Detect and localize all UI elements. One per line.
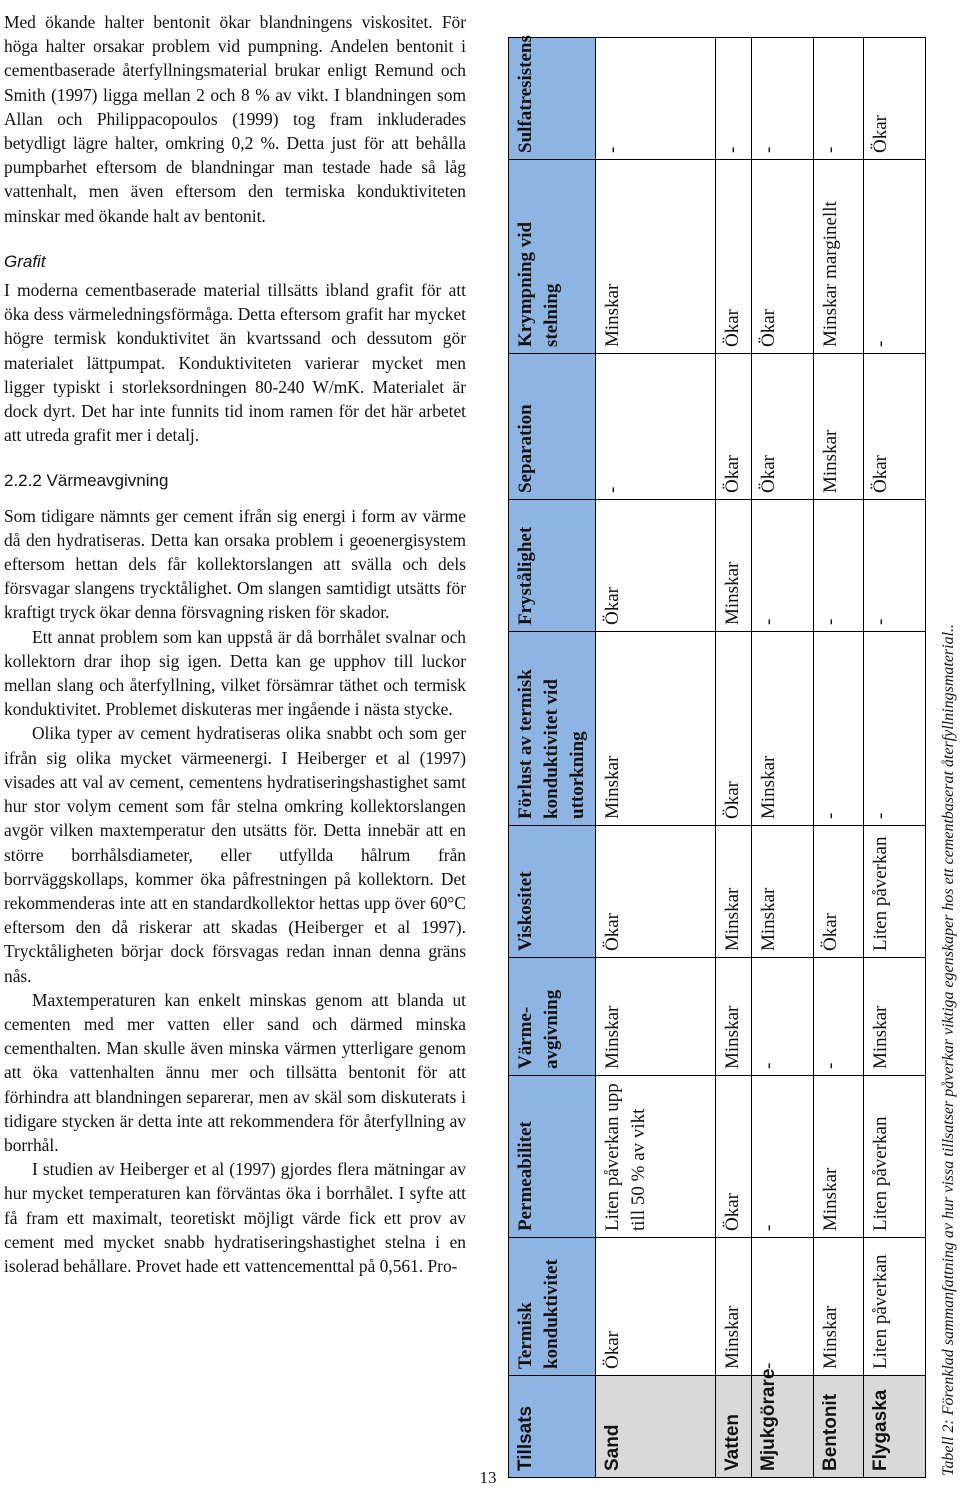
row-header: Flygaska bbox=[864, 1376, 926, 1478]
table-cell: Minskar marginellt bbox=[814, 160, 864, 354]
column-header: Tillsats bbox=[509, 1376, 596, 1478]
table-cell: Minskar bbox=[752, 826, 814, 958]
table-cell: Liten påverkan bbox=[864, 1076, 926, 1238]
table-cell: - bbox=[814, 632, 864, 826]
table-row bbox=[864, 38, 926, 1478]
table-row bbox=[752, 38, 814, 1478]
table-cell: - bbox=[752, 500, 814, 632]
table-cell: Ökar bbox=[716, 354, 752, 500]
table-cell: Ökar bbox=[752, 160, 814, 354]
column-header: Förlust av termisk konduktivitet vid uttorkning bbox=[509, 632, 596, 826]
table-cell: Minskar bbox=[596, 160, 716, 354]
paragraph-maxtemperatur: Maxtemperaturen kan enkelt minskas genom att blanda ut cementen med mer vatten eller sand och därmed minska cementhalten. Man skulle även minska värmen ytterligare genom att öka vattenhalten ännu mer och tillsätta bentonit för att förhindra att blandningen separerar, men av skäl som diskuterats i tidigare stycken är detta inte att rekommendera för återfyllning av borrhål. bbox=[4, 989, 466, 1155]
rotated-table-region bbox=[508, 8, 960, 1478]
table-cell: - bbox=[814, 958, 864, 1076]
table-row bbox=[814, 38, 864, 1478]
column-header: Viskositet bbox=[509, 826, 596, 958]
paragraph-bentonite: Med ökande halter bentonit ökar blandningens viskositet. För höga halter orsakar problem vid pumpning. Andelen bentonit i cementbaserade återfyllningsmaterial brukar enligt Remund och Smith (1997) ligga mellan 2 och 8 % av vikt. I blandningen som Allan och Philippacopoulos (1999) tog fram inkluderades betydligt lägre halter, omkring 0,2 %. Detta just för att behålla pumpbarhet eftersom de blandningar man testade hade så låg vattenhalt, men även eftersom den termiska konduktiviteten minskar med ökande halt av bentonit. bbox=[4, 12, 466, 226]
table-cell: Ökar bbox=[814, 826, 864, 958]
table-cell: - bbox=[752, 958, 814, 1076]
table-cell: Ökar bbox=[716, 160, 752, 354]
table-cell: Liten påverkan bbox=[864, 826, 926, 958]
table-cell: - bbox=[864, 500, 926, 632]
table-cell: Minskar bbox=[752, 632, 814, 826]
column-header: Sulfatresistens bbox=[509, 38, 596, 160]
paragraph-svalnar: Ett annat problem som kan uppstå är då borrhålet svalnar och kollektorn drar ihop sig igen. Detta kan ge upphov till luckor mellan slang och återfyllning, vilket försämrar täthet och termisk konduktivitet. Problemet diskuteras mer ingående i nästa stycke. bbox=[4, 626, 466, 720]
table-cell: Liten påverkan bbox=[864, 1238, 926, 1376]
table-row bbox=[716, 38, 752, 1478]
table-cell: - bbox=[752, 1238, 814, 1376]
column-header: Krympning vid stelning bbox=[509, 160, 596, 354]
table-cell: Minskar bbox=[716, 1238, 752, 1376]
body-text-column bbox=[4, 10, 466, 1278]
table-cell: - bbox=[596, 38, 716, 160]
row-header: Vatten bbox=[716, 1376, 752, 1478]
table-caption: Tabell 2: Förenklad sammanfattning av hur vissa tillsatser påverkar viktiga egenskaper hos ett cementbaserat återfyllningsmaterial.. bbox=[940, 623, 957, 1476]
table-cell: Minskar bbox=[716, 826, 752, 958]
column-header: Värme-avgivning bbox=[509, 958, 596, 1076]
additive-properties-table bbox=[508, 37, 926, 1478]
table-cell: - bbox=[596, 354, 716, 500]
section-heading-varmeavgivning: 2.2.2 Värmeavgivning bbox=[4, 471, 169, 491]
table-cell: - bbox=[752, 38, 814, 160]
table-cell: Minskar bbox=[864, 958, 926, 1076]
paragraph-cementtyper: Olika typer av cement hydratiseras olika snabbt och som ger ifrån sig olika mycket värmeenergi. I Heiberger et al (1997) visades att val av cement, cementens hydratiseringshastighet samt hur stor volym cement som får stelna omkring kollektorslangen avgör vilken maxtemperatur den utsätts för. Detta innebär att en större borrhålsdiameter, eller utfyllda hålrum från borrväggskollaps, kommer öka påfrestningen på kollektorn. Det rekommenderas inte att en standardkollektor hettas upp över 60°C eftersom den då riskerar att skadas (Heiberger et al 1997). Trycktåligheten börjar dock försvagas redan innan denna gräns nås. bbox=[4, 723, 466, 986]
column-header: Separation bbox=[509, 354, 596, 500]
table-cell: - bbox=[716, 38, 752, 160]
column-header: Frystålighet bbox=[509, 500, 596, 632]
row-header: Bentonit bbox=[814, 1376, 864, 1478]
table-cell: Minskar bbox=[596, 632, 716, 826]
table-header-row bbox=[509, 38, 596, 1478]
table-cell: Ökar bbox=[716, 1076, 752, 1238]
subheading-grafit: Grafit bbox=[4, 251, 46, 271]
column-header: Permeabilitet bbox=[509, 1076, 596, 1238]
paragraph-heiberger-study: I studien av Heiberger et al (1997) gjordes flera mätningar av hur mycket temperaturen kan förväntas öka i borrhålet. I syfte att få fram ett maximalt, teoretiskt möjligt värde fick ett prov av cement med mycket snabb hydratiseringshastighet stelna i en isolerad behållare. Provet hade ett vattencementtal på 0,561. Pro- bbox=[4, 1159, 466, 1276]
table-cell: Ökar bbox=[596, 826, 716, 958]
table-row bbox=[596, 38, 716, 1478]
table-cell: - bbox=[814, 38, 864, 160]
table-cell: Minskar bbox=[814, 354, 864, 500]
table-cell: Liten påverkan upp till 50 % av vikt bbox=[596, 1076, 716, 1238]
table-cell: Ökar bbox=[864, 38, 926, 160]
table-cell: - bbox=[814, 500, 864, 632]
paragraph-varme-intro: Som tidigare nämnts ger cement ifrån sig energi i form av värme då den hydratiseras. Detta kan orsaka problem i geoenergisystem eftersom hettan dels får kollektorslangen att svälla och dels försvagar slangens trycktålighet. Om slangen samtidigt utsätts för kraftigt tryck ökar denna försvagning risken för skador. bbox=[4, 505, 466, 623]
table-cell: Minskar bbox=[596, 958, 716, 1076]
column-header: Termisk konduktivitet bbox=[509, 1238, 596, 1376]
table-cell: Ökar bbox=[596, 1238, 716, 1376]
table-cell: Minskar bbox=[814, 1238, 864, 1376]
table-cell: Minskar bbox=[814, 1076, 864, 1238]
row-header: Sand bbox=[596, 1376, 716, 1478]
table-cell: Ökar bbox=[752, 354, 814, 500]
table-cell: - bbox=[864, 160, 926, 354]
table-cell: Ökar bbox=[716, 632, 752, 826]
page-number: 13 bbox=[479, 1468, 497, 1487]
table-cell: Minskar bbox=[716, 958, 752, 1076]
rotated-table-content bbox=[508, 8, 960, 1478]
table-cell: - bbox=[752, 1076, 814, 1238]
paragraph-grafit: I moderna cementbaserade material tillsätts ibland grafit för att öka dess värmeledningsförmåga. Detta eftersom grafit har mycket högre termisk konduktivitet än kvartssand och dessutom gör materialet lättpumpat. Konduktiviteten varierar mycket men ligger typiskt i storleksordningen 80-240 W/mK. Materialet är dock dyrt. Det har inte funnits tid inom ramen för det här arbetet att utreda grafit mer i detalj. bbox=[4, 280, 466, 446]
table-cell: Ökar bbox=[596, 500, 716, 632]
table-cell: Minskar bbox=[716, 500, 752, 632]
table-cell: Ökar bbox=[864, 354, 926, 500]
table-cell: - bbox=[864, 632, 926, 826]
row-header: Mjukgörare bbox=[752, 1376, 814, 1478]
